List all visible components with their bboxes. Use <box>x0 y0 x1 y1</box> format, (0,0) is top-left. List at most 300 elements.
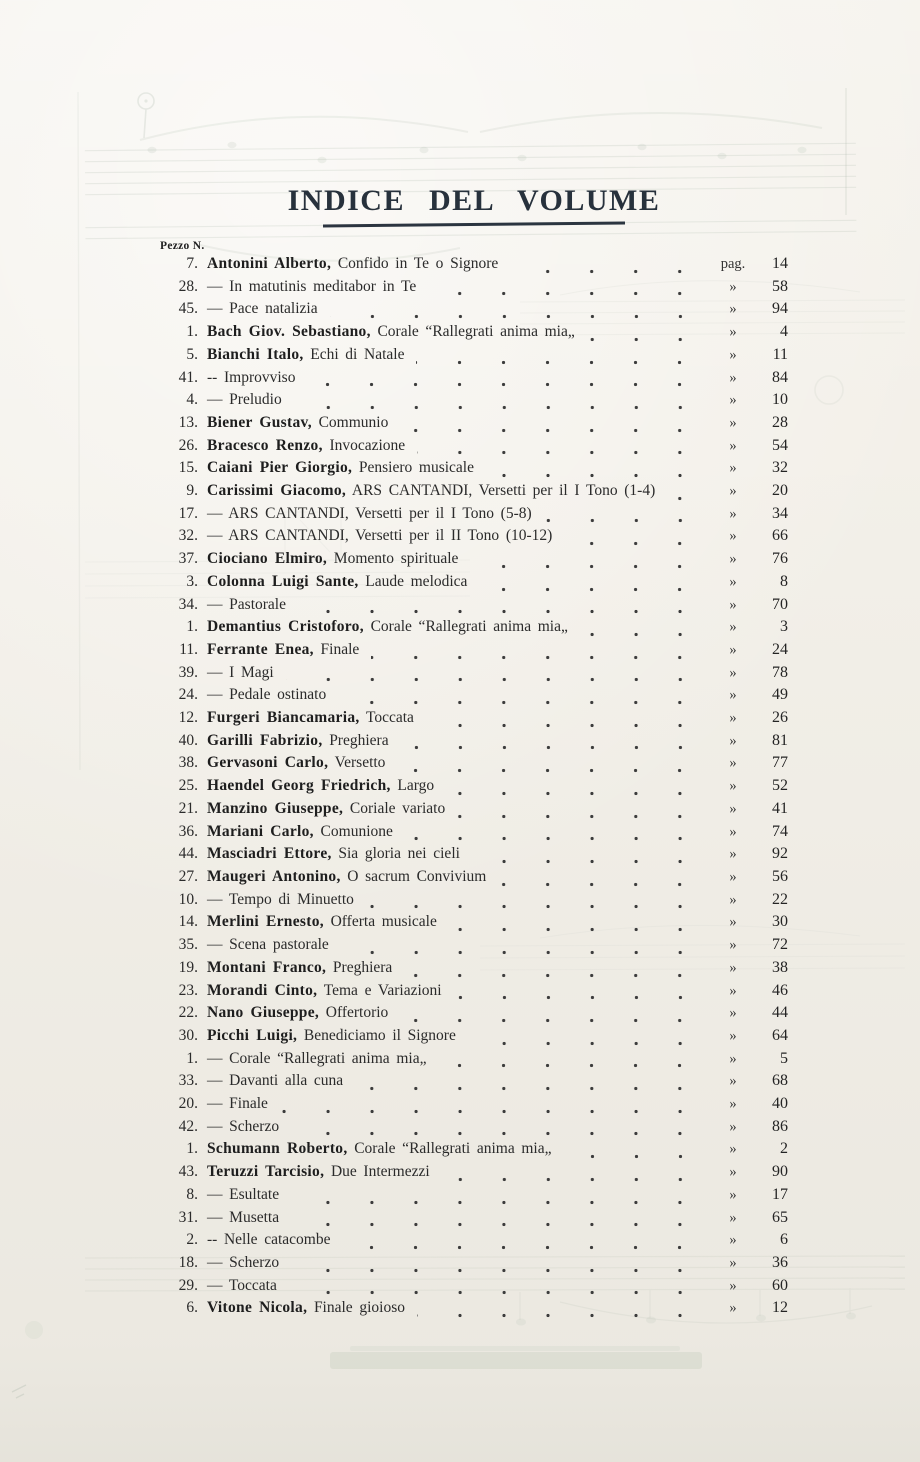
entry-title: -- Nelle catacombe <box>207 1231 331 1249</box>
entry-page-number: 14 <box>772 255 788 272</box>
entry-page-number: 41 <box>772 799 788 817</box>
entry-page-number: 24 <box>772 640 788 658</box>
index-entry <box>160 980 788 1003</box>
dot-leader <box>280 1107 708 1116</box>
page-mark: » <box>729 823 737 840</box>
entry-page-number: 36 <box>772 1253 788 1271</box>
page-mark: pag. <box>720 256 746 272</box>
entry-page-number: 6 <box>780 1231 788 1249</box>
entry-number: 11. <box>179 640 198 658</box>
index-entry <box>160 1048 788 1071</box>
entry-text <box>207 525 552 547</box>
index-content <box>160 184 788 1320</box>
entry-text <box>207 639 359 661</box>
entry-composer: Carissimi Giacomo, <box>207 482 347 500</box>
dot-leader <box>449 925 708 934</box>
entry-page-number: 40 <box>772 1095 788 1113</box>
entry-composer: Bianchi Italo, <box>207 345 304 363</box>
dot-leader <box>307 380 708 389</box>
index-entry <box>160 843 788 866</box>
entry-number: 35. <box>178 936 198 954</box>
entry-text <box>207 503 532 525</box>
page-title: INDICE DEL VOLUME <box>287 184 661 217</box>
entry-number: 8. <box>186 1185 198 1203</box>
title-underline <box>323 222 625 228</box>
entry-number: 37. <box>178 550 198 568</box>
page-mark: » <box>729 369 737 386</box>
entry-text <box>207 344 404 366</box>
entry-number: 1. <box>186 1140 198 1158</box>
page-mark: » <box>729 437 737 454</box>
page-mark: » <box>729 891 737 908</box>
index-entry <box>160 798 788 821</box>
entry-title: — Scena pastorale <box>207 936 329 954</box>
dot-leader <box>442 1175 708 1184</box>
page-mark: » <box>729 1050 737 1067</box>
entry-number: 3. <box>186 572 198 590</box>
dot-leader <box>580 630 708 639</box>
dot-leader <box>479 585 708 594</box>
entry-page-number: 70 <box>772 595 788 613</box>
entry-title: Sia gloria nei cieli <box>338 845 460 863</box>
dot-leader <box>416 358 708 367</box>
publisher-strip-bleed <box>330 1352 702 1369</box>
page-mark: » <box>729 596 737 613</box>
entry-number: 12. <box>178 709 198 727</box>
entry-composer: Merlini Ernesto, <box>207 913 324 931</box>
dot-leader <box>667 494 708 503</box>
entry-title: Offertorio <box>325 1004 389 1022</box>
page-mark: » <box>729 1232 737 1249</box>
index-entry <box>160 298 788 321</box>
page-mark: » <box>729 1027 737 1044</box>
dot-leader <box>286 675 708 684</box>
index-entry <box>160 457 788 480</box>
index-entry <box>160 1025 788 1048</box>
entry-number: 1. <box>186 323 198 341</box>
page-mark: » <box>729 914 737 931</box>
entry-text <box>207 707 414 729</box>
entry-text <box>207 957 392 979</box>
dot-leader <box>291 1220 708 1229</box>
entry-text <box>207 616 568 638</box>
entry-composer: Demantius Cristoforo, <box>207 618 364 636</box>
page-mark: » <box>729 1118 737 1135</box>
page-mark: » <box>729 1186 737 1203</box>
index-entry <box>160 889 788 912</box>
entry-page-number: 3 <box>780 618 788 636</box>
entry-text <box>207 571 467 593</box>
entry-title: — Toccata <box>207 1276 277 1294</box>
entry-text <box>207 1138 552 1160</box>
entry-page-number: 60 <box>772 1276 788 1294</box>
publisher-strip-bleed-2 <box>350 1346 680 1351</box>
entry-number: 44. <box>178 845 198 863</box>
entry-composer: Haendel Georg Friedrich, <box>207 777 391 795</box>
page-mark: » <box>729 732 737 749</box>
dot-leader <box>564 539 708 548</box>
page-mark: » <box>729 778 737 795</box>
entry-text <box>207 1048 426 1070</box>
index-entry <box>160 412 788 435</box>
entry-number: 41. <box>178 368 198 386</box>
corner-pencil-mark <box>12 1385 26 1398</box>
index-entry <box>160 1002 788 1025</box>
page-mark: » <box>729 505 737 522</box>
entry-text <box>207 684 326 706</box>
entry-text <box>207 276 416 298</box>
index-list <box>160 253 788 1320</box>
entry-page-number: 5 <box>780 1049 788 1067</box>
entry-page-number: 52 <box>772 777 788 795</box>
entry-text <box>207 594 286 616</box>
page-mark: » <box>729 664 737 681</box>
circled-number-bleed <box>815 376 843 404</box>
entry-title: -- Improvviso <box>207 368 296 386</box>
entry-page-number: 20 <box>772 482 788 500</box>
entry-title: Benediciamo il Signore <box>303 1026 456 1044</box>
page-mark: » <box>729 868 737 885</box>
dot-leader <box>291 1129 708 1138</box>
entry-title: Tema e Variazioni <box>323 981 442 999</box>
entry-page-number: 78 <box>772 663 788 681</box>
entry-page-number: 34 <box>772 504 788 522</box>
entry-title: Communio <box>318 413 389 431</box>
index-entry <box>160 594 788 617</box>
entry-text <box>207 1161 430 1183</box>
entry-page-number: 44 <box>772 1004 788 1022</box>
entry-title: — Pace natalizia <box>207 300 318 318</box>
page-mark: » <box>729 528 737 545</box>
entry-page-number: 64 <box>772 1026 788 1044</box>
entry-page-number: 66 <box>772 527 788 545</box>
entry-page-number: 10 <box>772 391 788 409</box>
dot-leader <box>417 1311 708 1320</box>
index-entry <box>160 525 788 548</box>
entry-text <box>207 843 460 865</box>
index-entry <box>160 548 788 571</box>
entry-text <box>207 798 445 820</box>
left-edge-bleed-line <box>78 92 80 770</box>
entry-title: Echi di Natale <box>310 345 405 363</box>
index-entry <box>160 367 788 390</box>
index-entry <box>160 1207 788 1230</box>
index-entry <box>160 821 788 844</box>
page-mark: » <box>729 959 737 976</box>
entry-title: Corale “Rallegrati anima mia„ <box>370 618 568 636</box>
entry-text <box>207 1093 268 1115</box>
entry-text <box>207 1252 279 1274</box>
entry-title: Pensiero musicale <box>358 459 474 477</box>
entry-text <box>207 980 442 1002</box>
dot-leader <box>446 789 708 798</box>
page-mark: » <box>729 710 737 727</box>
entry-text <box>207 1070 343 1092</box>
entry-text <box>207 821 393 843</box>
entry-text <box>207 889 354 911</box>
index-entry <box>160 616 788 639</box>
index-entry <box>160 1252 788 1275</box>
entry-page-number: 77 <box>772 754 788 772</box>
entry-page-number: 4 <box>780 323 788 341</box>
index-entry <box>160 344 788 367</box>
entry-number: 38. <box>178 754 198 772</box>
dot-leader <box>330 312 708 321</box>
entry-number: 18. <box>178 1253 198 1271</box>
entry-number: 7. <box>186 255 198 272</box>
entry-text <box>207 548 458 570</box>
entry-title: Largo <box>397 777 435 795</box>
entry-text <box>207 911 437 933</box>
page-mark: » <box>729 937 737 954</box>
entry-title: Laude melodica <box>365 572 468 590</box>
entry-title: Corale “Rallegrati anima mia„ <box>377 323 575 341</box>
entry-number: 26. <box>178 436 198 454</box>
entry-text <box>207 389 282 411</box>
page-mark: » <box>729 1005 737 1022</box>
entry-page-number: 28 <box>772 413 788 431</box>
entry-composer: Manzino Giuseppe, <box>207 799 344 817</box>
index-entry <box>160 752 788 775</box>
page-mark: » <box>729 846 737 863</box>
index-entry <box>160 934 788 957</box>
dot-leader <box>401 743 708 752</box>
entry-composer: Picchi Luigi, <box>207 1026 298 1044</box>
page-mark: » <box>729 1141 737 1158</box>
entry-title: Confido in Te o Signore <box>337 255 499 272</box>
entry-page-number: 2 <box>780 1140 788 1158</box>
entry-page-number: 46 <box>772 981 788 999</box>
index-entry <box>160 1070 788 1093</box>
page-mark: » <box>729 278 737 295</box>
page-mark: » <box>729 483 737 500</box>
entry-composer: Morandi Cinto, <box>207 981 318 999</box>
entry-page-number: 22 <box>772 890 788 908</box>
entry-title: — Pedale ostinato <box>207 686 327 704</box>
entry-page-number: 17 <box>772 1185 788 1203</box>
entry-text <box>207 253 498 275</box>
entry-number: 5. <box>186 345 198 363</box>
entry-text <box>207 1116 279 1138</box>
index-entry <box>160 1275 788 1298</box>
index-entry <box>160 435 788 458</box>
entry-text <box>207 1229 330 1251</box>
entry-number: 31. <box>178 1208 198 1226</box>
entry-text <box>207 866 486 888</box>
dot-leader <box>426 721 708 730</box>
dot-leader <box>291 1266 708 1275</box>
entry-composer: Vitone Nicola, <box>207 1299 308 1317</box>
entry-number: 14. <box>178 913 198 931</box>
dot-leader <box>400 426 708 435</box>
index-entry <box>160 571 788 594</box>
dot-leader <box>405 834 708 843</box>
entry-composer: Biener Gustav, <box>207 413 312 431</box>
page-mark: » <box>729 1073 737 1090</box>
index-entry <box>160 1116 788 1139</box>
index-entry <box>160 775 788 798</box>
piece-number-column-label: Pezzo N. <box>160 240 205 252</box>
dot-leader <box>438 1061 708 1070</box>
entry-composer: Antonini Alberto, <box>207 255 332 272</box>
dot-leader <box>457 812 708 821</box>
entry-page-number: 86 <box>772 1117 788 1135</box>
entry-text <box>207 775 434 797</box>
entry-number: 45. <box>178 300 198 318</box>
page-mark: » <box>729 1300 737 1317</box>
dot-leader <box>468 1039 708 1048</box>
entry-title: — Tempo di Minuetto <box>207 890 354 908</box>
entry-number: 29. <box>178 1276 198 1294</box>
page-mark: » <box>729 755 737 772</box>
entry-number: 4. <box>186 391 198 409</box>
dot-leader <box>454 993 708 1002</box>
entry-title: Momento spirituale <box>333 550 459 568</box>
index-entry <box>160 1093 788 1116</box>
dot-leader <box>366 902 708 911</box>
entry-page-number: 38 <box>772 958 788 976</box>
entry-composer: Garilli Fabrizio, <box>207 731 323 749</box>
entry-title: — Esultate <box>207 1185 280 1203</box>
entry-composer: Maugeri Antonino, <box>207 867 341 885</box>
page-mark: » <box>729 346 737 363</box>
entry-number: 34. <box>178 595 198 613</box>
entry-composer: Montani Franco, <box>207 958 327 976</box>
page-mark: » <box>729 619 737 636</box>
entry-text <box>207 298 318 320</box>
entry-text <box>207 730 389 752</box>
index-entry <box>160 1297 788 1320</box>
entry-title: — ARS CANTANDI, Versetti per il II Tono (10-12) <box>207 527 553 545</box>
dot-leader <box>400 1016 708 1025</box>
index-entry <box>160 730 788 753</box>
entry-composer: Masciadri Ettore, <box>207 845 332 863</box>
page-mark: » <box>729 414 737 431</box>
dot-leader <box>428 289 708 298</box>
entry-text <box>207 1297 405 1319</box>
entry-page-number: 81 <box>772 731 788 749</box>
index-entry <box>160 866 788 889</box>
entry-title: — Preludio <box>207 391 282 409</box>
dot-leader <box>341 948 708 957</box>
entry-title: — Corale “Rallegrati anima mia„ <box>207 1049 427 1067</box>
entry-number: 20. <box>178 1095 198 1113</box>
page-mark: » <box>729 800 737 817</box>
entry-title: Preghiera <box>329 731 389 749</box>
index-entry <box>160 1138 788 1161</box>
entry-number: 43. <box>178 1163 198 1181</box>
page-mark: » <box>729 982 737 999</box>
entry-number: 15. <box>178 459 198 477</box>
entry-composer: Furgeri Biancamaria, <box>207 709 360 727</box>
entry-number: 19. <box>178 958 198 976</box>
dot-leader <box>486 471 708 480</box>
page-mark: » <box>729 551 737 568</box>
entry-title: Preghiera <box>332 958 393 976</box>
entry-number: 9. <box>186 482 198 500</box>
entry-title: Corale “Rallegrati anima mia„ <box>354 1140 552 1158</box>
entry-number: 42. <box>178 1117 198 1135</box>
page-mark: » <box>729 687 737 704</box>
index-entry <box>160 253 788 276</box>
page-mark: » <box>729 392 737 409</box>
entry-number: 30. <box>178 1026 198 1044</box>
entry-composer: Bracesco Renzo, <box>207 436 323 454</box>
dot-leader <box>342 1243 708 1252</box>
entry-page-number: 12 <box>772 1299 788 1317</box>
entry-number: 22. <box>178 1004 198 1022</box>
dot-leader <box>371 653 708 662</box>
entry-title: Due Intermezzi <box>330 1163 430 1181</box>
entry-text <box>207 1025 456 1047</box>
entry-composer: Ciociano Elmiro, <box>207 550 328 568</box>
entry-text <box>207 480 655 502</box>
fermata-mark <box>138 93 154 138</box>
entry-number: 1. <box>186 1049 198 1067</box>
entry-page-number: 26 <box>772 709 788 727</box>
entry-text <box>207 435 405 457</box>
entry-title: Invocazione <box>329 436 406 454</box>
entry-composer: Schumann Roberto, <box>207 1140 348 1158</box>
dot-leader <box>291 1198 708 1207</box>
entry-composer: Mariani Carlo, <box>207 822 314 840</box>
entry-title: — Musetta <box>207 1208 280 1226</box>
index-entry <box>160 1184 788 1207</box>
entry-text <box>207 1002 388 1024</box>
page-mark: » <box>729 1164 737 1181</box>
entry-number: 13. <box>178 413 198 431</box>
entry-number: 23. <box>178 981 198 999</box>
entry-page-number: 84 <box>772 368 788 386</box>
entry-number: 33. <box>178 1072 198 1090</box>
index-entry <box>160 1229 788 1252</box>
page-mark: » <box>729 641 737 658</box>
entry-number: 28. <box>178 277 198 295</box>
dot-leader <box>397 766 708 775</box>
dot-leader <box>338 698 708 707</box>
entry-title: Toccata <box>365 709 414 727</box>
entry-text <box>207 367 295 389</box>
page-mark: » <box>729 1277 737 1294</box>
entry-title: Versetto <box>334 754 386 772</box>
dot-leader <box>564 1152 708 1161</box>
entry-page-number: 32 <box>772 459 788 477</box>
entry-text <box>207 321 575 343</box>
index-entry <box>160 480 788 503</box>
entry-number: 6. <box>186 1299 198 1317</box>
entry-title: Finale gioioso <box>313 1299 405 1317</box>
entry-page-number: 92 <box>772 845 788 863</box>
entry-page-number: 30 <box>772 913 788 931</box>
entry-text <box>207 1275 277 1297</box>
entry-text <box>207 457 474 479</box>
dot-leader <box>472 857 708 866</box>
index-entry <box>160 1161 788 1184</box>
entry-page-number: 8 <box>780 572 788 590</box>
entry-page-number: 68 <box>772 1072 788 1090</box>
entry-number: 36. <box>178 822 198 840</box>
entry-title: Finale <box>320 640 360 658</box>
entry-composer: Caiani Pier Giorgio, <box>207 459 353 477</box>
page-mark: » <box>729 573 737 590</box>
dot-leader <box>294 403 708 412</box>
entry-composer: Bach Giov. Sebastiano, <box>207 323 371 341</box>
index-entry <box>160 503 788 526</box>
entry-page-number: 54 <box>772 436 788 454</box>
page-mark: » <box>729 1096 737 1113</box>
entry-title: — In matutinis meditabor in Te <box>207 277 417 295</box>
entry-composer: Colonna Luigi Sante, <box>207 572 359 590</box>
